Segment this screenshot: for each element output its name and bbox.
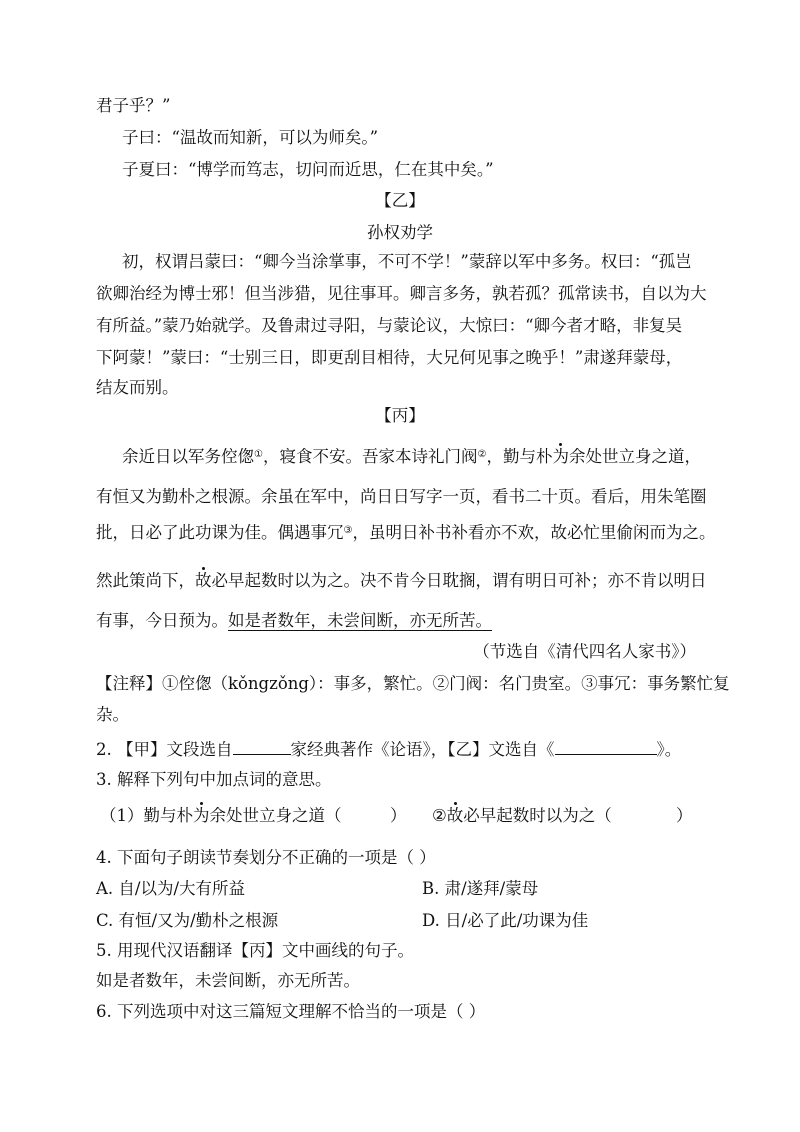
yi-title: 孙权劝学 bbox=[367, 223, 433, 242]
bing-line-1 bbox=[122, 445, 800, 469]
bing-line-5 bbox=[96, 609, 800, 633]
question-3: 3. 解释下列句中加点词的意思。 bbox=[96, 770, 332, 789]
q4-option-a[interactable]: A. 自/以为/大有所益 bbox=[96, 879, 246, 898]
note-ref-3: ③ bbox=[343, 525, 353, 536]
q3-2-text-a: ② bbox=[432, 806, 447, 825]
yi-line-1: 初，权谓吕蒙曰：“卿今当涂掌事，不可不学！”蒙辞以军中多务。权曰：“孤岂 bbox=[122, 252, 692, 271]
bing-l4-b: 必早起数时以为之。决不肯今日耽搁，谓有明日可补；亦不肯以明日 bbox=[211, 571, 707, 590]
bing-l5-a: 有事，今日预为。 bbox=[96, 611, 228, 630]
dotted-word-gu: 故 bbox=[195, 569, 212, 593]
notes-line-1: 【注释】①倥偬（kǒngzǒng）：事多，繁忙。②门阀：名门贵室。③事冗：事务繁忙复 bbox=[96, 674, 730, 693]
q5-sentence: 如是者数年，未尝间断，亦无所苦。 bbox=[96, 971, 360, 990]
bing-l1-d: 余处世立身之道， bbox=[568, 447, 701, 466]
q3-1-close-paren: ） bbox=[390, 806, 407, 825]
yi-header: 【乙】 bbox=[375, 191, 425, 210]
q4-option-c[interactable]: C. 有恒/又为/勤朴之根源 bbox=[96, 911, 279, 930]
bing-line-3 bbox=[96, 521, 800, 545]
bing-l3-a: 批，日必了此功课为佳。偶遇事冗 bbox=[96, 523, 344, 542]
q3-dotted-wei: 为 bbox=[193, 804, 210, 828]
q3-1-text-a: （1）勤与朴 bbox=[100, 806, 193, 825]
q2-text-b: 家经典著作《论语》，【乙】文选自《 bbox=[290, 740, 555, 759]
note-ref-1: ① bbox=[254, 449, 263, 460]
q4-option-d[interactable]: D. 日/必了此/功课为佳 bbox=[422, 911, 589, 930]
q3-2-close-paren: ） bbox=[676, 806, 693, 825]
note-ref-2: ② bbox=[477, 449, 487, 460]
yi-line-4: 下阿蒙！”蒙曰：“士别三日，即更刮目相待，大兄何见事之晚乎！”肃遂拜蒙母， bbox=[96, 348, 683, 367]
bing-header: 【丙】 bbox=[375, 406, 425, 425]
q2-blank-2[interactable] bbox=[555, 736, 657, 755]
q3-1-text-b: 余处世立身之道（ bbox=[209, 806, 342, 825]
bing-source: （节选自《清代四名人家书》） bbox=[473, 642, 696, 661]
bing-l1-a: 余近日以军务倥偬 bbox=[122, 447, 254, 466]
bing-l1-b: ，寝食不安。吾家本诗礼门阀 bbox=[262, 447, 478, 466]
q4-option-b[interactable]: B. 肃/遂拜/蒙母 bbox=[422, 879, 539, 898]
yi-line-3: 有所益。”蒙乃始就学。及鲁肃过寻阳，与蒙论议，大惊曰：“卿今者才略，非复吴 bbox=[96, 316, 683, 335]
question-3-item-2 bbox=[432, 804, 652, 828]
question-6: 6. 下列选项中对这三篇短文理解不恰当的一项是（ ） bbox=[96, 1002, 486, 1021]
underlined-sentence: 如是者数年，未尝间断，亦无所苦。 bbox=[228, 611, 492, 630]
q3-2-text-b: 必早起数时以为之（ bbox=[463, 806, 612, 825]
jia-line-2: 子曰：“温故而知新，可以为师矣。” bbox=[122, 128, 379, 147]
q2-blank-1[interactable] bbox=[233, 736, 291, 755]
question-3-item-1 bbox=[100, 804, 420, 828]
jia-line-1: 君子乎？” bbox=[96, 96, 171, 115]
dotted-word-wei: 为 bbox=[552, 445, 569, 469]
bing-line-4 bbox=[96, 569, 800, 593]
bing-l3-b: ，虽明日补书补看亦不欢，故必忙里偷闲而为之。 bbox=[352, 523, 716, 542]
question-5: 5. 用现代汉语翻译【丙】文中画线的句子。 bbox=[96, 941, 414, 960]
jia-line-3: 子夏曰：“博学而笃志，切问而近思，仁在其中矣。” bbox=[122, 160, 494, 179]
q2-text-c: 》。 bbox=[656, 740, 682, 759]
question-4: 4. 下面句子朗读节奏划分不正确的一项是（ ） bbox=[96, 848, 436, 867]
q3-dotted-gu: 故 bbox=[447, 804, 464, 828]
bing-l4-a: 然此策尚下， bbox=[96, 571, 195, 590]
bing-l1-c: ，勤与朴 bbox=[486, 447, 553, 466]
notes-line-2: 杂。 bbox=[96, 705, 129, 724]
yi-line-2: 欲卿治经为博士邪！但当涉猎，见往事耳。卿言多务，孰若孤？孤常读书，自以为大 bbox=[96, 284, 707, 303]
yi-line-5: 结友而别。 bbox=[96, 378, 179, 397]
bing-line-2: 有恒又为勤朴之根源。余虽在军中，尚日日写字一页，看书二十页。看后，用朱笔圈 bbox=[96, 487, 707, 506]
q2-text-a: 2. 【甲】文段选自 bbox=[96, 740, 233, 759]
question-2 bbox=[96, 736, 800, 762]
